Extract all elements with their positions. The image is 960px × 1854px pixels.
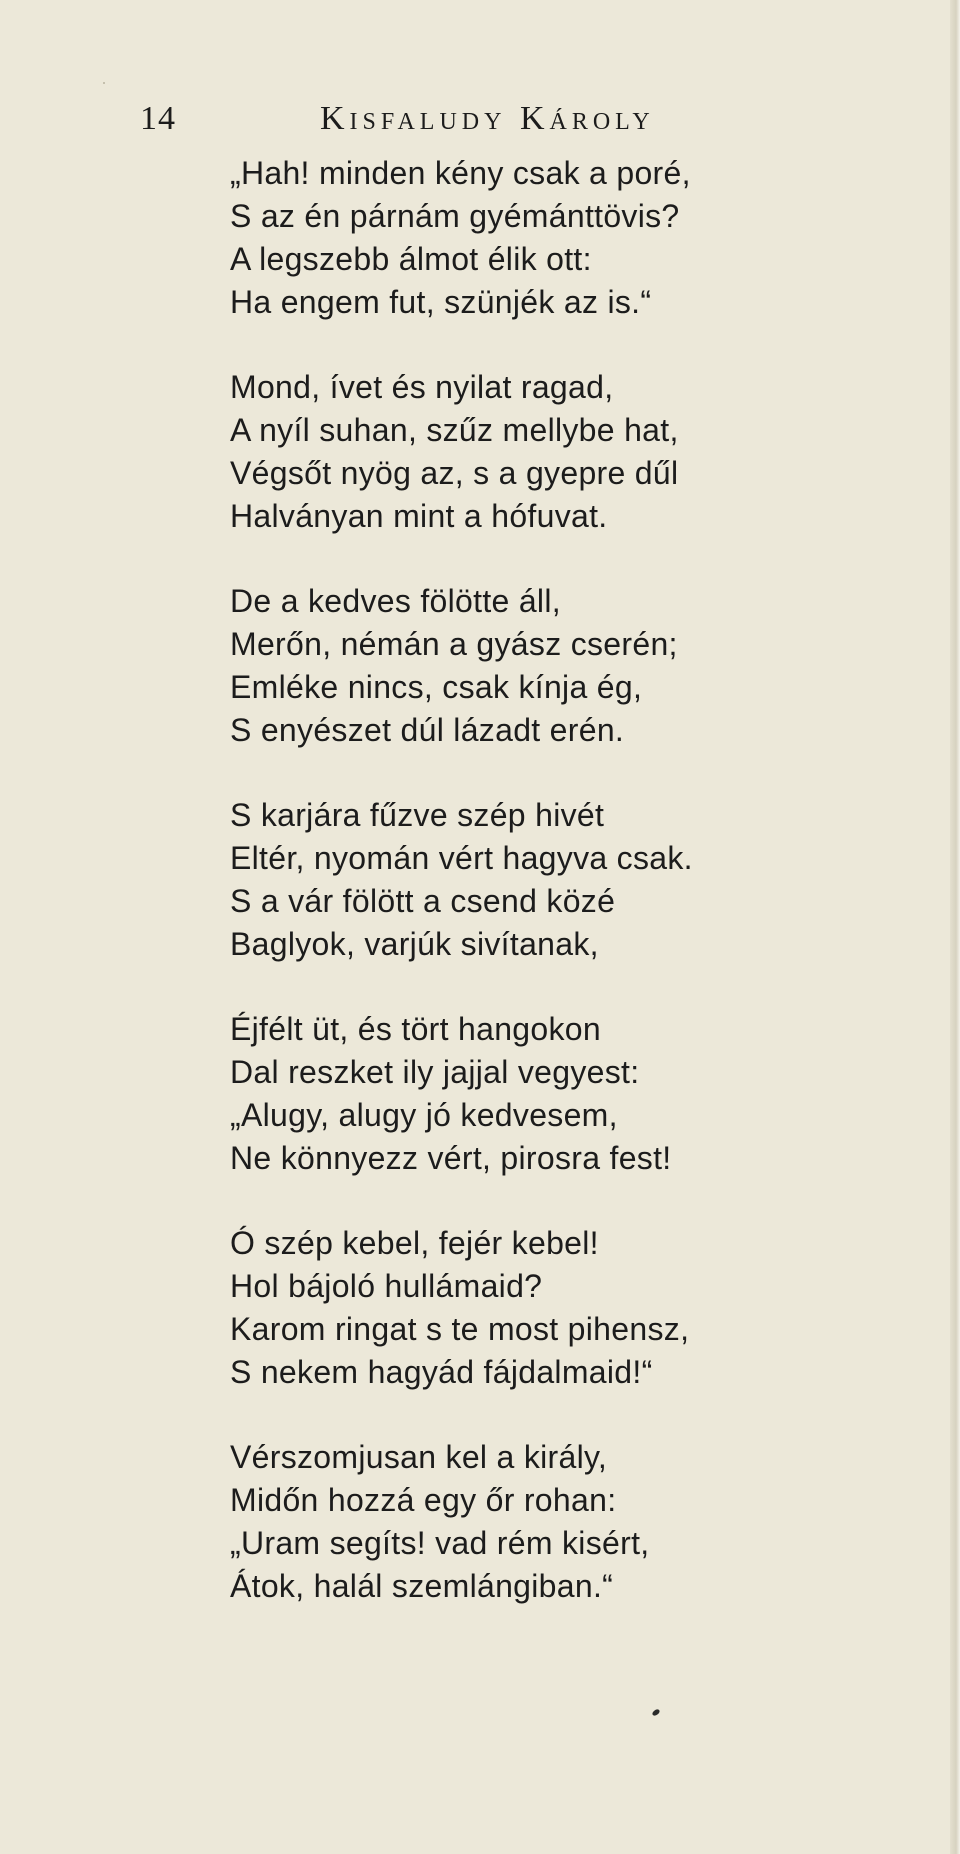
stanza (230, 152, 810, 324)
poem-line: S karjára fűzve szép hivét (230, 797, 605, 833)
poem-line: A nyíl suhan, szűz mellybe hat, (230, 412, 679, 448)
poem-line: Dal reszket ily jajjal vegyest: (230, 1054, 640, 1090)
page-edge (950, 0, 960, 1854)
poem-line: De a kedves fölötte áll, (230, 583, 561, 619)
poem-line: S enyészet dúl lázadt erén. (230, 712, 625, 748)
ink-mark (651, 1708, 660, 1717)
page-header (140, 100, 760, 140)
page-number: 14 (140, 100, 176, 137)
poem-line: Ó szép kebel, fejér kebel! (230, 1225, 599, 1261)
poem-line: S nekem hagyád fájdalmaid!“ (230, 1354, 653, 1390)
poem-line: A legszebb álmot élik ott: (230, 241, 592, 277)
stanza (230, 366, 810, 538)
poem-line: Hol bájoló hullámaid? (230, 1268, 543, 1304)
poem-line: Merőn, némán a gyász cserén; (230, 626, 678, 662)
poem-line: S az én párnám gyémánttövis? (230, 198, 680, 234)
poem-line: Ne könnyezz vért, pirosra fest! (230, 1140, 672, 1176)
poem-line: Karom ringat s te most pihensz, (230, 1311, 690, 1347)
stanza (230, 580, 810, 752)
poem-line: „Hah! minden kény csak a poré, (230, 155, 691, 191)
poem-line: „Uram segíts! vad rém kisért, (230, 1525, 650, 1561)
poem-line: Ha engem fut, szünjék az is.“ (230, 284, 652, 320)
poem-line: Baglyok, varjúk sivítanak, (230, 926, 599, 962)
paper-speck (103, 82, 105, 84)
poem-line: Midőn hozzá egy őr rohan: (230, 1482, 617, 1518)
poem-line: Mond, ívet és nyilat ragad, (230, 369, 614, 405)
running-title: Kisfaludy Károly (320, 100, 655, 137)
poem-line: Végsőt nyög az, s a gyepre dűl (230, 455, 679, 491)
poem-line: Emléke nincs, csak kínja ég, (230, 669, 643, 705)
stanza (230, 794, 810, 966)
poem-line: „Alugy, alugy jó kedvesem, (230, 1097, 618, 1133)
poem-line: S a vár fölött a csend közé (230, 883, 616, 919)
poem-line: Vérszomjusan kel a király, (230, 1439, 608, 1475)
stanza (230, 1008, 810, 1180)
poem-body (230, 152, 810, 1650)
poem-line: Eltér, nyomán vért hagyva csak. (230, 840, 693, 876)
stanza (230, 1222, 810, 1394)
poem-line: Halványan mint a hófuvat. (230, 498, 608, 534)
stanza (230, 1436, 810, 1608)
poem-line: Átok, halál szemlángiban.“ (230, 1568, 614, 1604)
poem-line: Éjfélt üt, és tört hangokon (230, 1011, 601, 1047)
